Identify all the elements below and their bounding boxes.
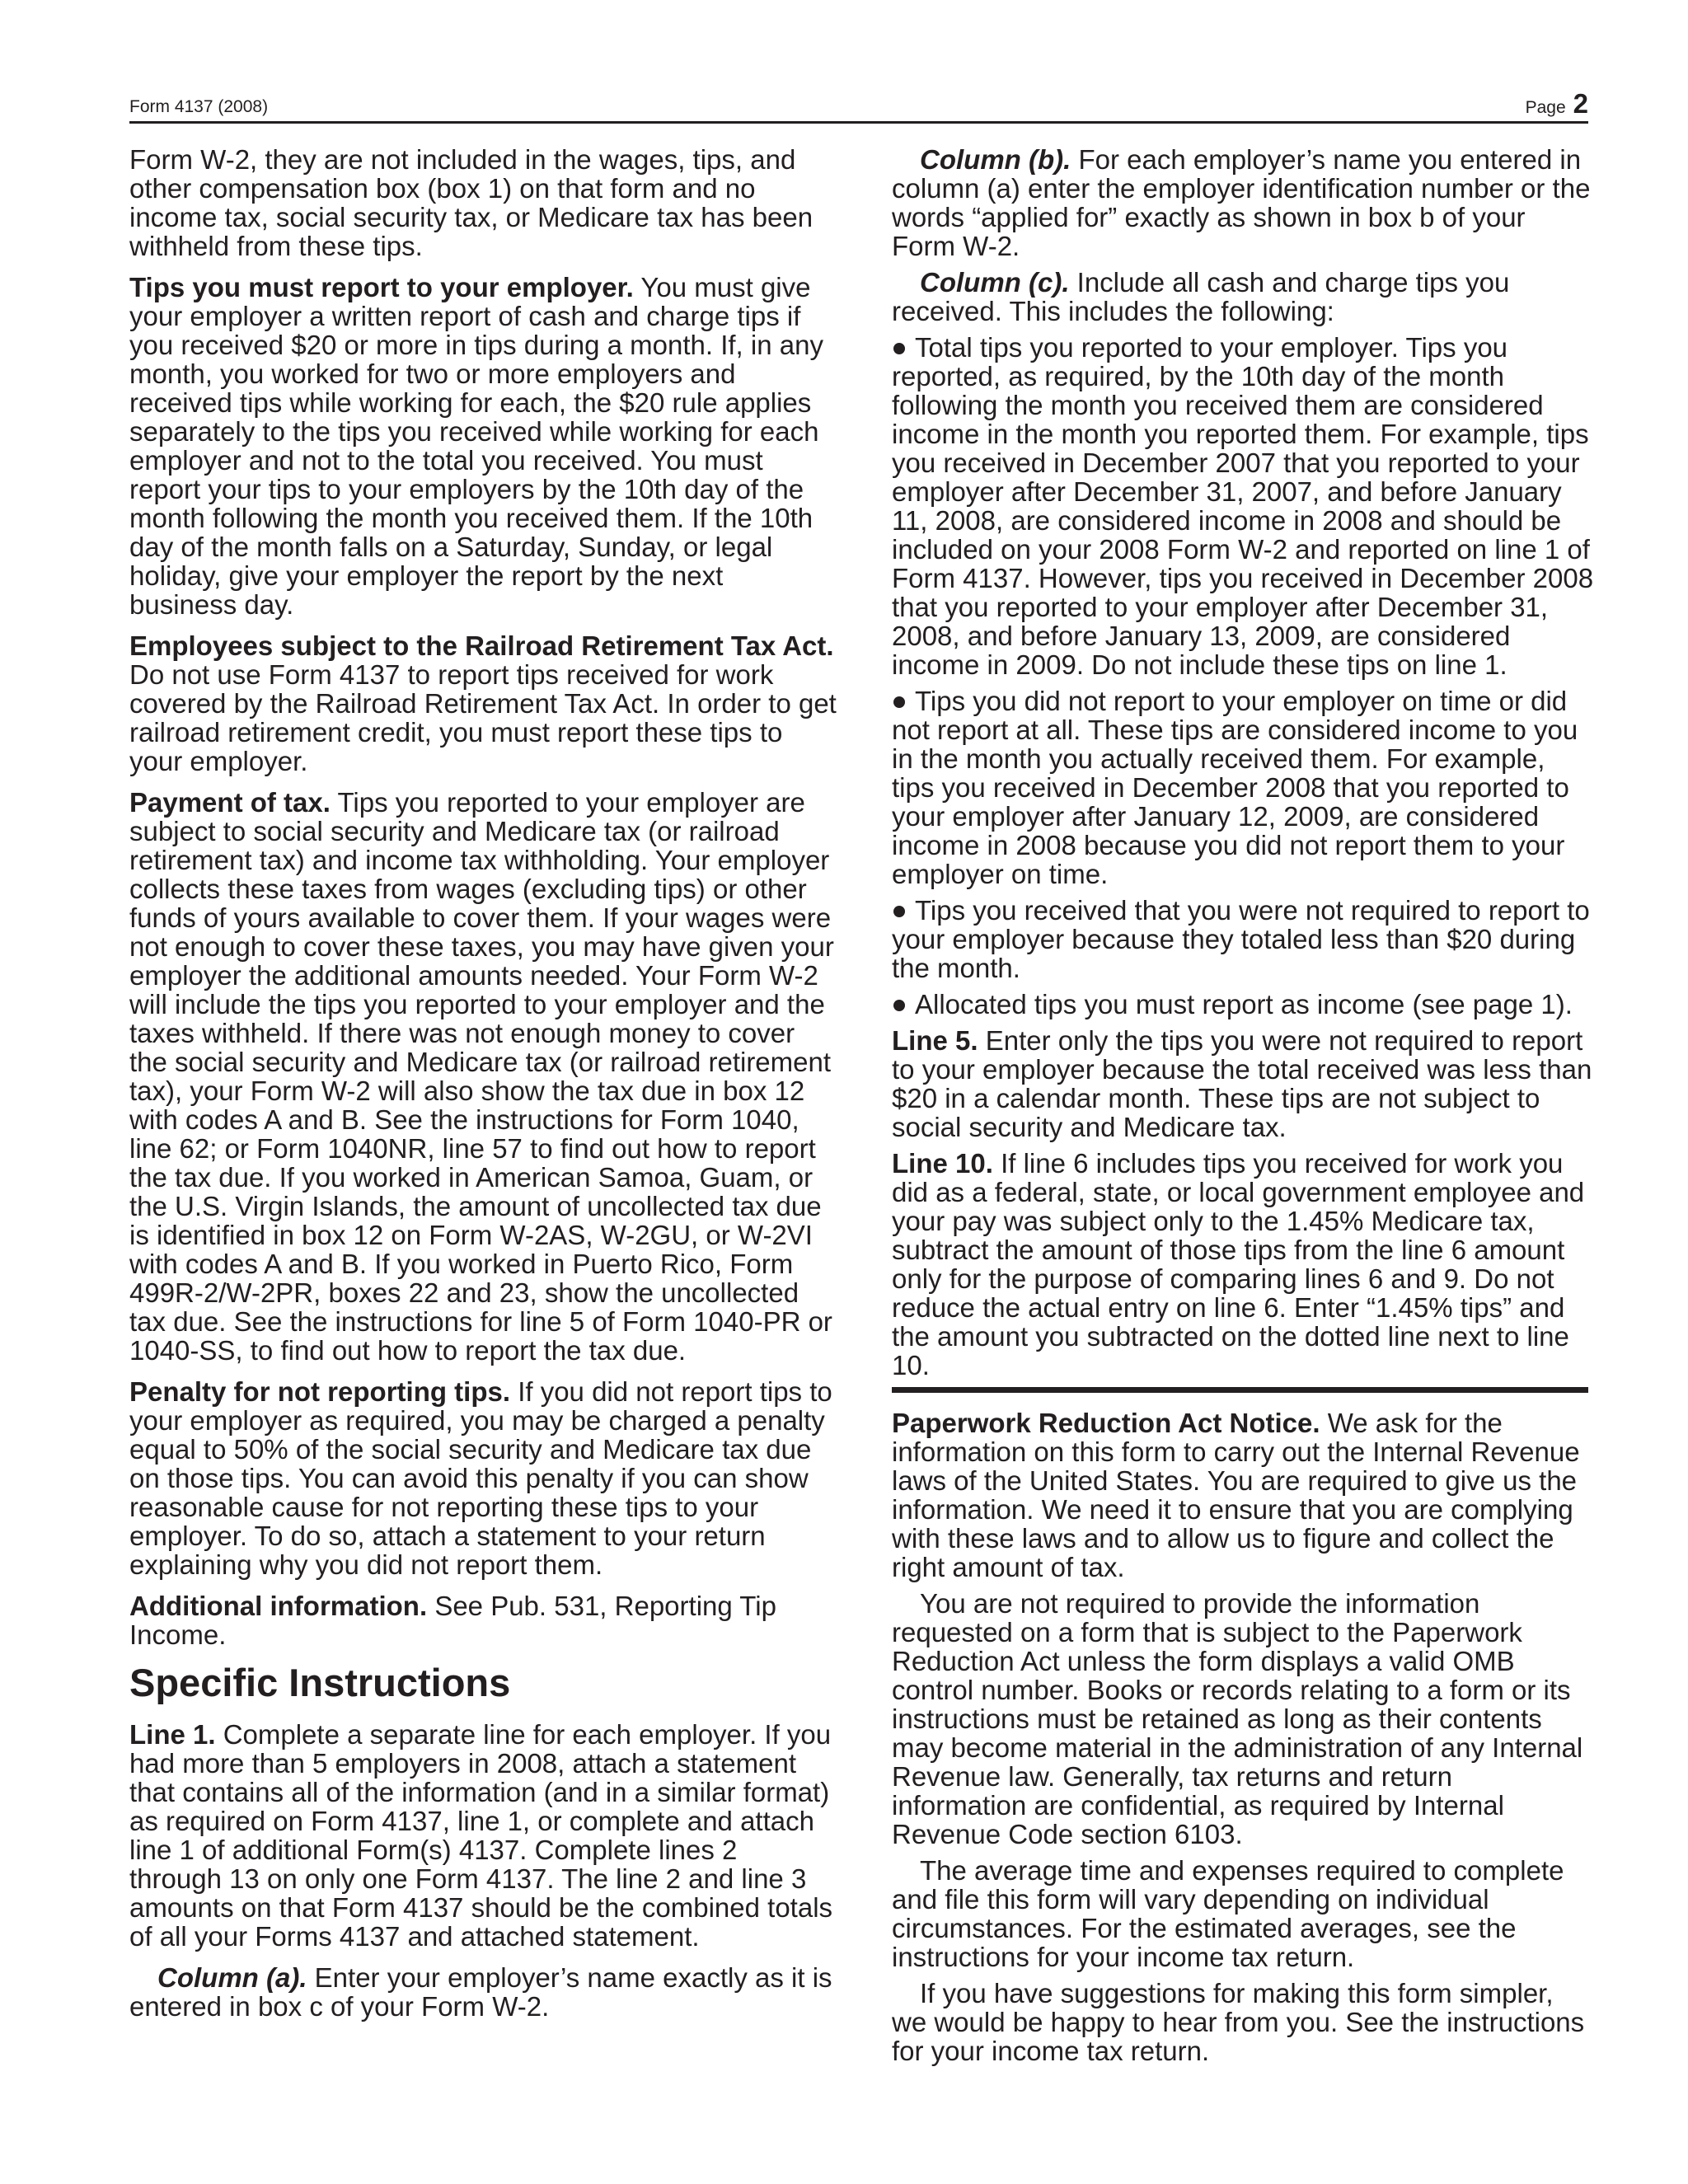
paragraph-line-5 bbox=[892, 1026, 1594, 1141]
paragraph-line-10 bbox=[892, 1149, 1594, 1380]
paragraph-omb-notice bbox=[892, 1589, 1594, 1849]
paragraph-column-b bbox=[892, 145, 1594, 260]
paragraph-heading: Payment of tax. bbox=[129, 787, 331, 818]
paragraph-additional-information bbox=[129, 1591, 837, 1649]
paragraph-w2-tips-continued bbox=[129, 145, 837, 260]
page-indicator bbox=[1526, 89, 1588, 119]
paragraph-text: Complete a separate line for each employer. If you had more than 5 employers in 2008, attach a statement that contains all of the information (and in a similar format) as required on Form 4137, line 1, or complete and attach line 1 of additional Form(s) 4137. Complete lines 2 through 13 on only one Form 4137. The line 2 and line 3 amounts on that Form 4137 should be the combined totals of all your Forms 4137 and attached statement. bbox=[129, 1719, 833, 1952]
paragraph-heading: Line 5. bbox=[892, 1025, 978, 1056]
paragraph-column-c bbox=[892, 268, 1594, 326]
paragraph-heading: Tips you must report to your employer. bbox=[129, 272, 634, 302]
section-heading: Specific Instructions bbox=[129, 1661, 511, 1704]
paragraph-time-estimate bbox=[892, 1856, 1594, 1971]
paragraph-heading: Employees subject to the Railroad Retirement Tax Act. bbox=[129, 630, 834, 661]
paragraph-text: Enter only the tips you were not required to report to your employer because the total received was less than $20 in a calendar month. These tips are not subject to social security and Medicare tax. bbox=[892, 1025, 1592, 1142]
left-column bbox=[129, 145, 837, 2033]
bullet-text: Total tips you reported to your employer. Tips you reported, as required, by the 10th day of the month following the month you received them are considered income in the month you reported them. For example, tips you received in December 2007 that you reported to your employer after December 31, 2007, and before January 11, 2008, are considered income in 2008 and should be included on your 2008 Form W-2 and reported on line 1 of Form 4137. However, tips you received in December 2008 that you reported to your employer after December 31, 2008, and before January 13, 2009, are considered income in 2009. Do not include these tips on line 1. bbox=[892, 332, 1594, 680]
bullet-text: Tips you received that you were not required to report to your employer because they totaled less than $20 during the month. bbox=[892, 895, 1590, 983]
paragraph-text: See Pub. 531, Reporting Tip Income. bbox=[129, 1591, 776, 1650]
paragraph-text: Form W-2, they are not included in the wages, tips, and other compensation box (box 1) on that form and no income tax, social security tax, or Medicare tax has been withheld from these tips. bbox=[129, 144, 814, 261]
paragraph-paperwork-notice bbox=[892, 1408, 1594, 1582]
bullet-item bbox=[892, 896, 1594, 982]
paragraph-heading: Column (a). bbox=[157, 1962, 307, 1993]
paragraph-railroad bbox=[129, 631, 837, 776]
paragraph-heading: Line 1. bbox=[129, 1719, 216, 1750]
section-divider-rule bbox=[892, 1387, 1588, 1393]
paragraph-text: Do not use Form 4137 to report tips received for work covered by the Railroad Retirement Tax Act. In order to get railroad retirement credit, you must report these tips to your employer. bbox=[129, 659, 837, 776]
bullet-icon bbox=[893, 343, 905, 354]
paragraph-text: Enter your employer’s name exactly as it is entered in box c of your Form W-2. bbox=[129, 1962, 832, 2022]
paragraph-text: You are not required to provide the information requested on a form that is subject to the Paperwork Reduction Act unless the form displays a valid OMB control number. Books or records relating to a form or its instructions must be retained as long as their contents may become material in the administration of any Internal Revenue law. Generally, tax returns and return information are confidential, as required by Internal Revenue Code section 6103. bbox=[892, 1588, 1583, 1849]
paragraph-text: You must give your employer a written report of cash and charge tips if you received $20 or more in tips during a month. If, in any month, you worked for two or more employers and received tips while working for each, the $20 rule applies separately to the tips you received while working for each employer and not to the total you received. You must report your tips to your employers by the 10th day of the month following the month you received them. If the 10th day of the month falls on a Saturday, Sunday, or legal holiday, give your employer the report by the next business day. bbox=[129, 272, 823, 620]
bullet-icon bbox=[893, 906, 905, 917]
page-label: Page bbox=[1525, 98, 1566, 117]
paragraph-line-1 bbox=[129, 1720, 837, 1951]
paragraph-heading: Line 10. bbox=[892, 1148, 993, 1179]
bullet-icon bbox=[893, 696, 905, 708]
paragraph-penalty bbox=[129, 1377, 837, 1579]
paragraph-heading: Column (b). bbox=[920, 144, 1071, 175]
bullet-text: Tips you did not report to your employer on time or did not report at all. These tips are considered income to you in the month you actually received them. For example, tips you received in December 2008 that you reported to your employer after January 12, 2009, are considered income in 2008 because you did not report them to your employer on time. bbox=[892, 686, 1578, 889]
bullet-item bbox=[892, 687, 1594, 888]
paragraph-text: If you did not report tips to your employer as required, you may be charged a penalty equal to 50% of the social security and Medicare tax due on those tips. You can avoid this penalty if you can show reasonable cause for not reporting these tips to your employer. To do so, attach a statement to your return explaining why you did not report them. bbox=[129, 1376, 832, 1580]
page-number: 2 bbox=[1573, 88, 1588, 119]
bullet-item bbox=[892, 333, 1594, 679]
paragraph-text: If line 6 includes tips you received for work you did as a federal, state, or local government employee and your pay was subject only to the 1.45% Medicare tax, subtract the amount of those tips from the line 6 amount only for the purpose of comparing lines 6 and 9. Do not reduce the actual entry on line 6. Enter “1.45% tips” and the amount you subtracted on the dotted line next to line 10. bbox=[892, 1148, 1585, 1380]
paragraph-tips-report bbox=[129, 273, 837, 619]
right-column bbox=[892, 145, 1594, 2073]
paragraph-text: Include all cash and charge tips you received. This includes the following: bbox=[892, 267, 1510, 326]
paragraph-heading: Penalty for not reporting tips. bbox=[129, 1376, 511, 1407]
form-identifier: Form 4137 (2008) bbox=[129, 97, 269, 116]
header-rule bbox=[129, 121, 1588, 124]
paragraph-text: For each employer’s name you entered in column (a) enter the employer identification number or the words “applied for” exactly as shown in box b of your Form W-2. bbox=[892, 144, 1591, 261]
paragraph-text: We ask for the information on this form to carry out the Internal Revenue laws of the United States. You are required to give us the information. We need it to ensure that you are complying with these laws and to allow us to figure and collect the right amount of tax. bbox=[892, 1408, 1580, 1582]
paragraph-heading: Column (c). bbox=[920, 267, 1070, 298]
paragraph-text: Tips you reported to your employer are subject to social security and Medicare tax (or railroad retirement tax) and income tax withholding. Your employer collects these taxes from wages (excluding tips) or other funds of yours available to cover them. If your wages were not enough to cover these taxes, you may have given your employer the additional amounts needed. Your Form W-2 will include the tips you reported to your employer and the taxes withheld. If there was not enough money to cover the social security and Medicare tax (or railroad retirement tax), your Form W-2 will also show the tax due in box 12 with codes A and B. See the instructions for Form 1040, line 62; or Form 1040NR, line 57 to find out how to report the tax due. If you worked in American Samoa, Guam, or the U.S. Virgin Islands, the amount of uncollected tax due is identified in box 12 on Form W-2AS, W-2GU, or W-2VI with codes A and B. If you worked in Puerto Rico, Form 499R-2/W-2PR, boxes 22 and 23, show the uncollected tax due. See the instructions for line 5 of Form 1040-PR or 1040-SS, to find out how to report the tax due. bbox=[129, 787, 834, 1366]
paragraph-column-a bbox=[129, 1963, 837, 2021]
paragraph-suggestions bbox=[892, 1979, 1594, 2065]
paragraph-heading: Paperwork Reduction Act Notice. bbox=[892, 1408, 1320, 1438]
paragraph-heading: Additional information. bbox=[129, 1591, 428, 1621]
bullet-text: Allocated tips you must report as income (see page 1). bbox=[915, 989, 1573, 1019]
bullet-item bbox=[892, 990, 1594, 1019]
paragraph-text: The average time and expenses required to complete and file this form will vary depending on individual circumstances. For the estimated averages, see the instructions for your income tax return. bbox=[892, 1855, 1564, 1972]
paragraph-text: If you have suggestions for making this form simpler, we would be happy to hear from you. See the instructions for your income tax return. bbox=[892, 1978, 1585, 2066]
paragraph-payment-of-tax bbox=[129, 788, 837, 1365]
bullet-icon bbox=[893, 1000, 905, 1011]
